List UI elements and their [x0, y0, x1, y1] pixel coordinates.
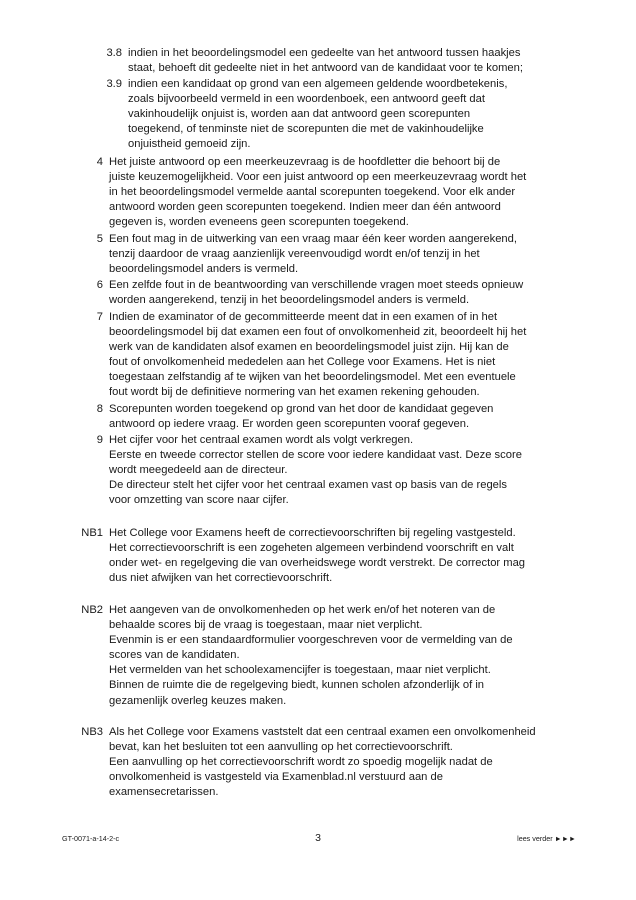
- rule-text: [128, 46, 523, 76]
- rule-text-line: indien in het beoordelingsmodel een gedeelte van het antwoord tussen haakjes: [128, 47, 521, 59]
- rule-text: [109, 526, 525, 586]
- rule-text-line: Het aangeven van de onvolkomenheden op het werk en/of het noteren van de: [109, 604, 496, 616]
- rule-text-line: De directeur stelt het cijfer voor het centraal examen vast op basis van de regels: [109, 479, 507, 492]
- page-number: 3: [315, 832, 321, 844]
- rule-text-line: tenzij daardoor de vraag aanzienlijk vereenvoudigd wordt en/of tenzij in het: [109, 248, 480, 261]
- rule-text: [109, 725, 536, 800]
- rule-text: [109, 310, 526, 401]
- rule-number: 7: [96, 311, 103, 323]
- rule-number: 8: [96, 403, 103, 415]
- rule-text-line: Binnen de ruimte die de regelgeving biedt, kunnen scholen afzonderlijk of in: [109, 679, 485, 692]
- rule-text: [109, 278, 523, 308]
- rule-text-line: behaalde scores bij de vraag is toegestaan, maar niet verplicht.: [109, 619, 423, 632]
- rule-number: 6: [96, 279, 103, 291]
- rule-text-line: examensecretarissen.: [109, 786, 219, 799]
- rule-number: 3.9: [106, 78, 122, 90]
- rule-text-line: Een fout mag in de uitwerking van een vraag maar één keer worden aangerekend,: [109, 233, 517, 245]
- rule-text-line: zoals bijvoorbeeld vermeld in een woordenboek, een antwoord geeft dat: [128, 93, 485, 106]
- rule-text-line: Het vermelden van het schoolexamencijfer is toegestaan, maar niet verplicht.: [109, 664, 491, 677]
- rule-text-line: Een aanvulling op het correctievoorschrift wordt zo spoedig mogelijk nadat de: [109, 756, 493, 769]
- rule-text-line: Scorepunten worden toegekend op grond van het door de kandidaat gegeven: [109, 403, 494, 415]
- rule-text-line: vakinhoudelijk onjuist is, worden aan dat antwoord geen scorepunten: [128, 108, 471, 121]
- rule-text-line: toegekend, of tenminste niet de scorepunten die met de vakinhoudelijke: [128, 123, 484, 136]
- rule-text-line: indien een kandidaat op grond van een algemeen geldende woordbetekenis,: [128, 78, 508, 90]
- rule-text-line: beoordelingsmodel anders is vermeld.: [109, 263, 299, 276]
- rule-text-line: fout wordt bij de definitieve normering van het examen rekening gehouden.: [109, 386, 480, 399]
- rule-text-line: antwoord worden geen scorepunten toegekend. Indien meer dan één antwoord: [109, 201, 501, 214]
- rule-number: NB2: [81, 604, 103, 616]
- rule-text-line: beoordelingsmodel bij dat examen een fout of onvolkomenheid zit, beoordeelt hij het: [109, 326, 527, 339]
- rule-text-line: toegestaan zelfstandig af te wijken van het beoordelingsmodel. Met een eventuele: [109, 371, 516, 384]
- continue-label: lees verder ►►►: [517, 834, 576, 843]
- rule-text-line: juiste keuzemogelijkheid. Voor een juist antwoord op een meerkeuzevraag wordt het: [109, 171, 527, 184]
- rule-text-line: voor omzetting van score naar cijfer.: [109, 494, 289, 507]
- rule-text-line: Een zelfde fout in de beantwoording van verschillende vragen moet steeds opnieuw: [109, 279, 524, 291]
- document-code: GT-0071-a-14-2-c: [62, 834, 120, 843]
- rule-text-line: Indien de examinator of de gecommitteerde meent dat in een examen of in het: [109, 311, 498, 323]
- rule-text-line: gegeven is, worden eveneens geen scorepunten toegekend.: [109, 216, 409, 229]
- rule-text-line: bevat, kan het besluiten tot een aanvulling op het correctievoorschrift.: [109, 741, 453, 754]
- rule-text-line: gezamenlijk overleg keuzes maken.: [109, 694, 287, 707]
- rule-text-line: staat, behoeft dit gedeelte niet in het antwoord van de kandidaat voor te komen;: [128, 62, 523, 75]
- rule-number: 5: [96, 233, 103, 245]
- rule-text: [128, 77, 507, 152]
- rule-text-line: dus niet afwijken van het correctievoorschrift.: [109, 572, 333, 585]
- rule-text-line: werk van de kandidaten alsof examen en beoordelingsmodel juist zijn. Hij kan de: [109, 341, 509, 354]
- rule-text-line: fout of onvolkomenheid mededelen aan het College voor Examens. Het is niet: [109, 356, 496, 369]
- rule-text: [109, 603, 513, 709]
- rule-text-line: worden aangerekend, tenzij in het beoordelingsmodel anders is vermeld.: [109, 294, 470, 307]
- rule-text-line: Als het College voor Examens vaststelt dat een centraal examen een onvolkomenheid: [109, 726, 536, 738]
- rule-number: 4: [96, 156, 103, 168]
- rule-text: [109, 433, 522, 508]
- rule-text-line: Het juiste antwoord op een meerkeuzevraag is de hoofdletter die behoort bij de: [109, 156, 501, 168]
- rule-number: 3.8: [106, 47, 122, 59]
- rule-text-line: Het College voor Examens heeft de correctievoorschriften bij regeling vastgesteld.: [109, 527, 516, 539]
- rule-text-line: onvolkomenheid is vastgesteld via Examenblad.nl verstuurd aan de: [109, 771, 443, 784]
- rule-number: NB3: [81, 726, 103, 738]
- rule-text-line: Het cijfer voor het centraal examen wordt als volgt verkregen.: [109, 434, 414, 446]
- rule-text-line: Evenmin is er een standaardformulier voorgeschreven voor de vermelding van de: [109, 634, 513, 647]
- rule-text: [109, 155, 526, 230]
- rule-text-line: onjuistheid gemoeid zijn.: [128, 138, 251, 151]
- rule-text-line: in het beoordelingsmodel vermelde aantal scorepunten toegekend. Voor elk ander: [109, 186, 516, 199]
- rule-number: NB1: [81, 527, 103, 539]
- rule-text-line: Het correctievoorschrift is een zogeheten algemeen verbindend voorschrift en valt: [109, 542, 514, 555]
- rule-number: 9: [96, 434, 103, 446]
- rule-text-line: wordt meegedeeld aan de directeur.: [109, 464, 288, 477]
- rule-text: [109, 402, 493, 432]
- rule-text-line: antwoord op iedere vraag. Er worden geen scorepunten vooraf gegeven.: [109, 418, 470, 431]
- rule-text-line: scores van de kandidaten.: [109, 649, 240, 662]
- rule-text: [109, 232, 517, 277]
- rule-text-line: Eerste en tweede corrector stellen de score voor iedere kandidaat vast. Deze score: [109, 449, 522, 462]
- rule-text-line: onder wet- en regelgeving die van overheidswege wordt verstrekt. De corrector mag: [109, 557, 526, 570]
